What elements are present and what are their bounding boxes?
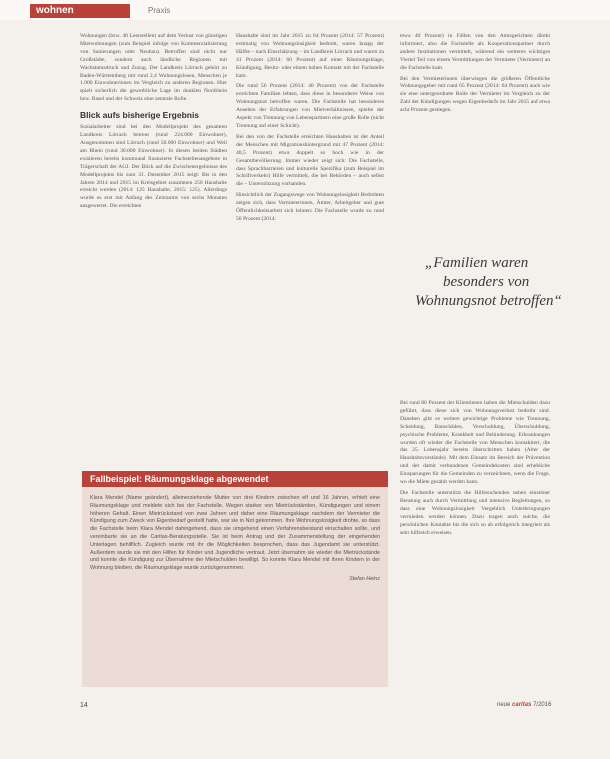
case-study-body [82,487,388,584]
column3-paragraph: Bei den Vermieterinnen überwiegen die größeren Öffentliche Wohnungsgeber mit rund 65 Prozent (2014: 64 Prozent) auch wie sie eine untergeordnete Rolle der Vermieter im Vergleich zu der Zahl der Kündigungen wegen Eigenbedarfs im Jahr 2015 auf etwa acht Prozent gestiegen. [400,75,550,114]
article-column-2 [236,33,384,227]
column2-paragraph: Bei den von der Fachstelle erreichten Haushalten ist der Anteil der Menschen mit Migrationshintergrund mit 47 Prozent (2014: 40,5 Prozent) etwa doppelt so hoch wie in der Gesamtbevölkerung. Immer wieder zeigt sich: Die Fachstelle, dass Sprachbarrieren und kulturelle Spezifika (zum Beispiel im Schriftverkehr) Hilfe vermittelt, die bei Behörden – auch selbst die – Unterstützung vorhanden. [236,133,384,188]
magazine-prefix: neue [497,702,511,708]
article-column-1 [80,33,227,214]
section-tab: wohnen [30,4,130,18]
pull-quote-line: Wohnungsnot betroffen“ [415,293,562,309]
subheading: Blick aufs bisherige Ergebnis [80,110,200,121]
column3-paragraph: etwa 40 Prozent) in Fällen von den Amtsgerichten direkt informiert, also die Fachstelle als Kooperationspartner durch andere Institutionen vermittelt, während ein weiteres wichtiges Viertel Teil von einem Vermittlungen der Vermieter (Vermieter) an die Fachstelle kam. [400,33,550,71]
magazine-brand: caritas [512,702,532,708]
pull-quote-line: besonders von [443,274,530,290]
magazine-footer [497,702,551,708]
case-study-box [82,471,388,687]
magazine-issue: 7/2016 [533,702,552,708]
section-subtitle: Praxis [148,6,171,15]
case-study-title: Fallbeispiel: Räumungsklage abgewendet [82,471,388,487]
case-study-author: Stefan Heinz [349,575,380,582]
case-study-text: Klara Mendel (Name geändert), alleinerziehende Mutter von drei Kindern zwischen elf und 16 Jahren, erhielt eine Räumungsklage und meldete sich bei der Fachstelle. Wegen starker von Mietrückständen, Kündigungen und einem höheren Gehalt. Einen Mietrückstand von zwei Jahren und daher eine Räumungsklage nachdem der Vermieter die Kündigung zum Zweck von Eigenbedarf gestellt hatte, war sie in Not gekommen. Ihre Wohnungslosigkeit drohte, so dass die Fachstelle beim Klara Mendel dahingehend, dass sie umgehend einen Verfahrensbeistand einschalten sollte, und vereinbarte sie an die Caritas-Beratungsstelle. Sie ist beim Antrag und der Zusammenstellung der eingehenden Unterlagen behilflich. Zugleich wurde mit ihr die Möglichkeiten besprochen, dass das Jugendamt sie unterstützt. Außerdem wurde sie mit den Hilfen für Kinder und Jugendliche vertraut. Jetzt übernahm sie wieder die Mietrückstände und konnte die Kündigung zur Übernahme der Mietschulden bewilligt. So konnte Klara Mendel mit ihren Kindern in der Wohnung bleiben, die Räumungsklage wurde zurückgenommen. [90,495,380,572]
column2-paragraph: Die rund 56 Prozent (2014: 40 Prozent) von der Fachstelle erreichten Familien lebten, dass diese in besonderer Weise von Wohnungsnot betroffen waren. Die Fachstelle hat besonderes Ansehen der Erfahrungen von Mietverhältnissen, spielte der Aspekt von Trennung von Lebenspartnern eine große Rolle (nicht Trennung auf einer Schicht). [236,83,384,129]
column1-paragraph: Wohnungen (bzw. 40 Leerstellen) auf dem Verlust von günstigen Mietwohnungen (zum Beispiel infolge von Kommerzialisierung von Sanierungen oder Neubau). Betroffen sind nicht nur Großstädte, sondern auch ländliche Regionen mit Wachstumsdruck und Zuzug. Der Landkreis Lörrach gehört zu Baden-Württemberg mit rund 2,4 Wohnungslosen, Menschen je 1.000 Einwohnerinnen im Vergleich zu anderen Regionen. Hier spielt sicherlich die gewerbliche Lage im dunklen Nordrhein bzw. Basel und der Schweiz eine zentrale Rolle. [80,33,227,103]
column3b-paragraph: Bei rund 80 Prozent der Klientinnen haben die Mietschulden dazu geführt, dass diese sich von Wohnungsverlust bedroht sind. Daneben gibt es weitere gewichtige Probleme wie Trennung, Scheidung, Bauschäden, Verschuldung, Überschuldung, psychische Probleme, Krankheit und Behinderung. Erkrankungen wurden oft wieder die Fachstelle von Menschen kontaktiert, die das 25. Lebensjahr bereits überschritten haben (Alter der Haushaltsvorstände). Mit dem Einsatz im Bereich der Prävention und der damit verbundenen Gemeindekosten sind erhebliche Einsparungen für die Gemeinden zu verzeichnen, wenn die Frage, wo die Miete gezahlt werden kann. [400,400,550,486]
article-column-3-lower [400,400,550,540]
page-number: 14 [80,702,88,709]
column1-paragraph: Sozialarbeiter sind bei den Modellprojekt des gesamten Landkreis Lörrach betreut (rund 224.000 Einwohner), Ausgenommen sind Lörrach (rund 50.000 Einwohner) und Weil am Rhein (rund 30.000 Einwohner). In diesen beiden Städten existieren bereits kommunal finanzierte Fachstellenangebote in Trägerschaft der AGJ. Der Blick auf die Zwischenergebnisse des Modellprojekts bis zum 31. Dezember 2015 zeigt: Bis in den Jahren 2014 und 2015 im Kreisgebiet zusammen 250 Haushalte erreicht werden (2014: 125 Haushalte, 2015: 125). Allerdings wurde es erst mit Anfang des Zeitraums von sechs Monaten ausgewertet. Die erreichten [80,124,227,210]
column2-paragraph: Haushalte sind im Jahr 2015 zu 64 Prozent (2014: 57 Prozent) erstmalig von Wohnungslosigkeit bedroht, waren knapp der Hälfte – nach Einschätzung – im Landkreis Lörrach und waren zu 41 Prozent (2014: 60 Prozent) auf einer Räumungsklage, Kündigung, Besitz- oder einem hohen Kontakt mit der Fachstelle kam. [236,33,384,79]
pull-quote-line: „Familien waren [425,255,529,271]
article-column-3 [400,33,550,118]
pull-quote [415,254,595,311]
column3b-paragraph: Die Fachstelle unterstützt die Hilfesuchenden neben einzelner Beratung auch durch Vermittlung und intensive Begleitungen, so dass eine Wohnungslosigkeit Vergeblich Unterbringungen vermieden werden können. Dazu tragen auch solche, die persönlichen Kontakte bis die sich so ab erfolgreich integriert als sehr hilfreich erweisen. [400,489,550,536]
column2-paragraph: Hinsichtlich der Zugangswege von Wohnungslosigkeit Bedrohten zeigen sich, dass Vermieterinnen, Ämter, Arbeitgeber und gute Öffentlichkeitsarbeit sich lohnen: Die Fachstelle wurde zu rund 50 Prozent (2014: [236,192,384,222]
